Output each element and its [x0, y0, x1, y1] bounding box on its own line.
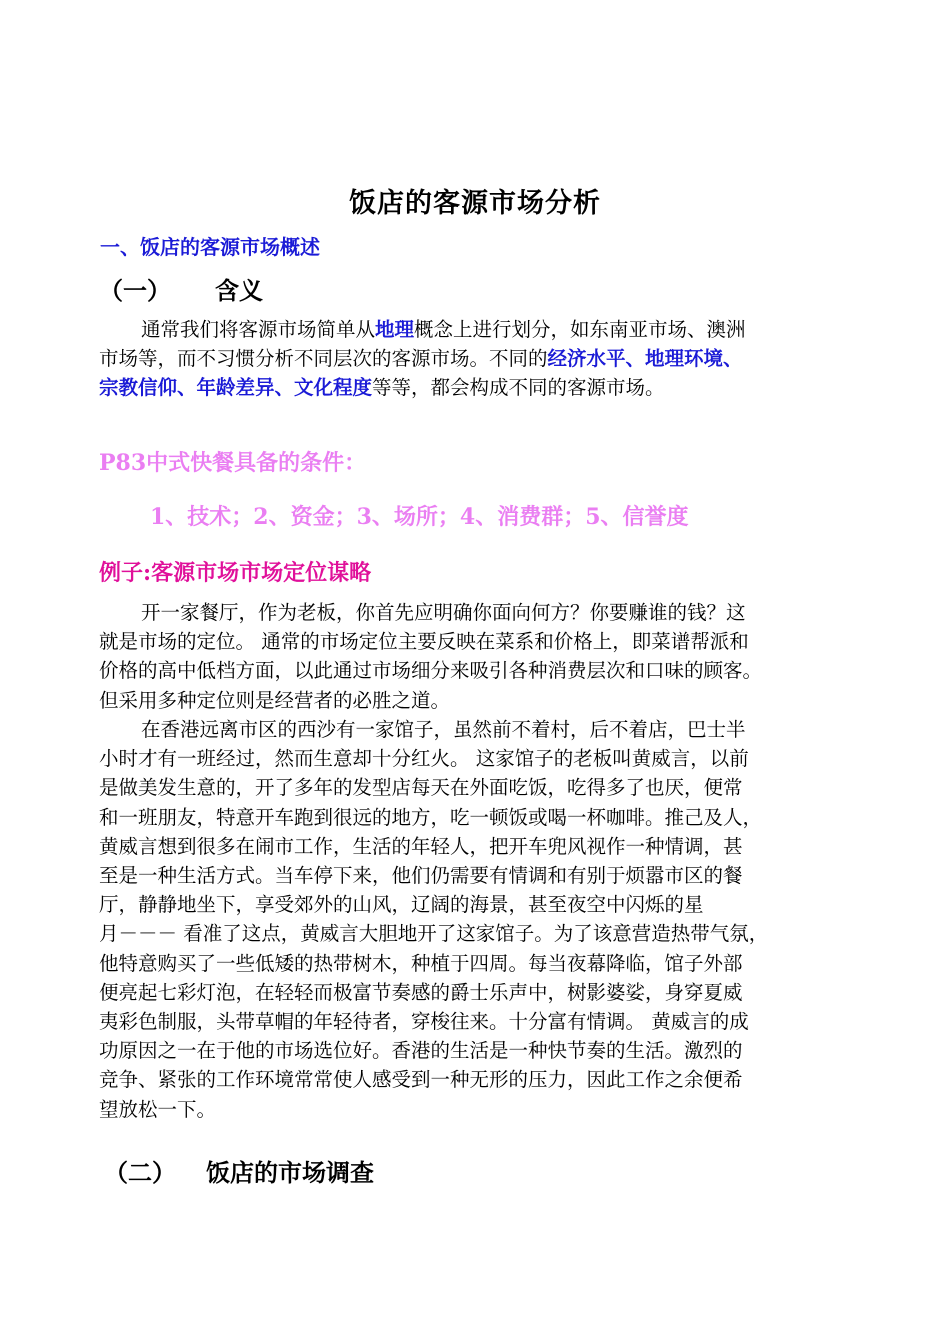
- p83-heading: P83中式快餐具备的条件：: [99, 450, 367, 476]
- paragraph-line: 和一班朋友，特意开车跑到很远的地方，吃一顿饭或喝一杯咖啡。推己及人，: [99, 805, 763, 829]
- meaning-line-2: [99, 344, 851, 373]
- example-heading: 例子:客源市场市场定位谋略: [99, 560, 372, 586]
- subsection-title: 饭店的市场调查: [206, 1158, 374, 1187]
- paragraph-line: 在香港远离市区的西沙有一家馆子，虽然前不着村，后不着店，巴士半: [141, 718, 746, 741]
- subsection-heading-meaning: [99, 271, 263, 306]
- paragraph-line: 价格的高中低档方面，以此通过市场细分来吸引各种消费层次和口味的顾客。: [99, 659, 763, 683]
- paragraph-line: 望放松一下。: [99, 1097, 217, 1121]
- text-run: 概念上进行划分，如东南亚市场、澳洲: [414, 318, 746, 341]
- paragraph-line: 小时才有一班经过，然而生意却十分红火。 这家馆子的老板叫黄威言，以前: [99, 747, 749, 771]
- paragraph-line: 厅，静静地坐下，享受郊外的山风，辽阔的海景，甚至夜空中闪烁的星: [99, 893, 704, 917]
- paragraph-line: 是做美发生意的，开了多年的发型店每天在外面吃饭，吃得多了也厌，便常: [99, 776, 743, 800]
- meaning-paragraph: [99, 315, 851, 403]
- paragraph-line: 功原因之一在于他的市场选位好。香港的生活是一种快节奏的生活。激烈的: [99, 1039, 743, 1063]
- paragraph-line: 至是一种生活方式。当车停下来，他们仍需要有情调和有别于烦嚣市区的餐: [99, 864, 743, 888]
- paragraph-line: 月－－－ 看准了这点，黄威言大胆地开了这家馆子。为了该意营造热带气氛，: [99, 922, 769, 946]
- subsection-number: （一）: [99, 276, 171, 305]
- example-paragraph-2: [99, 715, 851, 1124]
- section-heading-overview: 一、饭店的客源市场概述: [100, 235, 320, 259]
- paragraph-line: 竞争、紧张的工作环境常常使人感受到一种无形的压力，因此工作之余便希: [99, 1068, 743, 1092]
- paragraph-line: 开一家餐厅，作为老板，你首先应明确你面向何方？你要赚谁的钱？这: [141, 601, 746, 624]
- document-title: 饭店的客源市场分析: [349, 188, 601, 219]
- subsection-number: （二）: [104, 1158, 176, 1187]
- meaning-line-3: [99, 373, 851, 402]
- highlight-geography: 地理: [375, 318, 415, 341]
- subsection-heading-survey: [104, 1153, 374, 1188]
- example-paragraph-1: [99, 598, 851, 715]
- paragraph-line: 便亮起七彩灯泡，在轻轻而极富节奏感的爵士乐声中，树影婆娑，身穿夏威: [99, 980, 743, 1004]
- highlight-factors: 宗教信仰、年龄差异、文化程度: [99, 376, 373, 400]
- paragraph-line: 夷彩色制服，头带草帽的年轻待者，穿梭往来。十分富有情调。 黄威言的成: [99, 1010, 749, 1034]
- meaning-line-1: [99, 315, 851, 344]
- text-run: 市场等，而不习惯分析不同层次的客源市场。不同的: [99, 347, 548, 371]
- paragraph-line: 黄威言想到很多在闹市工作，生活的年轻人，把开车兜风视作一种情调，甚: [99, 834, 743, 858]
- paragraph-line: 他特意购买了一些低矮的热带树木，种植于四周。每当夜幕降临，馆子外部: [99, 951, 743, 975]
- p83-conditions-list: 1、技术；2、资金；3、场所；4、消费群；5、信誉度: [150, 504, 689, 530]
- text-run: 等等，都会构成不同的客源市场。: [372, 376, 665, 400]
- highlight-factors: 经济水平、地理环境、: [547, 347, 743, 371]
- paragraph-line: 但采用多种定位则是经营者的必胜之道。: [99, 688, 451, 712]
- text-run: 通常我们将客源市场简单从: [141, 318, 376, 341]
- subsection-title: 含义: [215, 276, 263, 305]
- paragraph-line: 就是市场的定位。 通常的市场定位主要反映在菜系和价格上，即菜谱帮派和: [99, 630, 749, 654]
